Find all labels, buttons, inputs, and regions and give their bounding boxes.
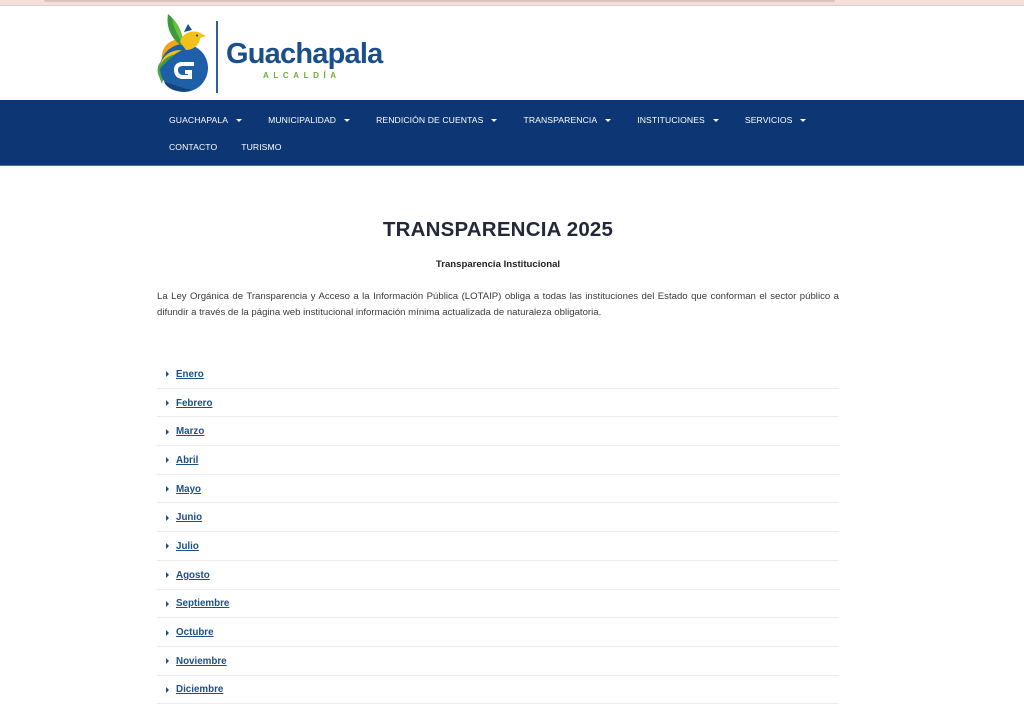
nav-item-label: GUACHAPALA xyxy=(169,115,229,125)
caret-right-icon xyxy=(166,400,169,406)
nav-item-label: CONTACTO xyxy=(169,142,218,152)
caret-right-icon xyxy=(166,630,169,636)
months-list xyxy=(157,360,839,704)
intro-paragraph: La Ley Orgánica de Transparencia y Acceso a la Información Pública (LOTAIP) obliga a todas las instituciones del Estado que conforman el sector público a difundir a través de la página web institucional información mínima actualizada de naturaleza obligatoria. xyxy=(157,291,839,318)
caret-right-icon xyxy=(166,486,169,492)
month-link-febrero[interactable]: Febrero xyxy=(176,397,213,409)
month-link-agosto[interactable]: Agosto xyxy=(176,569,210,581)
list-item-enero xyxy=(157,360,839,389)
caret-right-icon xyxy=(166,457,169,463)
caret-right-icon xyxy=(166,429,169,435)
nav-item-label: TRANSPARENCIA xyxy=(523,115,598,125)
nav-item-instituciones[interactable] xyxy=(623,107,731,133)
month-link-enero[interactable]: Enero xyxy=(176,368,204,380)
caret-down-icon xyxy=(713,119,719,122)
nav-item-label: MUNICIPALIDAD xyxy=(268,115,337,125)
month-link-noviembre[interactable]: Noviembre xyxy=(176,655,227,667)
logo-subtitle: ALCALDÍA xyxy=(263,71,341,80)
list-item-septiembre xyxy=(157,590,839,619)
list-item-junio xyxy=(157,503,839,532)
browser-address-bar-edge xyxy=(44,0,835,2)
nav-item-servicios[interactable] xyxy=(731,107,819,133)
list-item-diciembre xyxy=(157,676,839,705)
main-navigation xyxy=(0,100,1024,166)
caret-right-icon xyxy=(166,515,169,521)
site-header xyxy=(0,6,1024,100)
site-logo-link[interactable] xyxy=(156,12,383,98)
page-title: TRANSPARENCIA 2025 xyxy=(382,218,614,241)
nav-row-primary xyxy=(157,107,818,133)
nav-item-label: RENDICIÓN DE CUENTAS xyxy=(376,115,484,125)
list-item-noviembre xyxy=(157,647,839,676)
hummingbird-g-logo-icon xyxy=(156,12,212,92)
nav-item-municipalidad[interactable] xyxy=(254,107,362,133)
caret-down-icon xyxy=(344,119,350,122)
caret-down-icon xyxy=(605,119,611,122)
nav-item-label: TURISMO xyxy=(241,142,282,152)
nav-item-label: INSTITUCIONES xyxy=(637,115,705,125)
caret-down-icon xyxy=(236,119,242,122)
month-link-junio[interactable]: Junio xyxy=(176,512,203,524)
caret-right-icon xyxy=(166,601,169,607)
month-link-septiembre[interactable]: Septiembre xyxy=(176,598,230,610)
caret-right-icon xyxy=(166,658,169,664)
nav-item-guachapala[interactable] xyxy=(157,107,254,133)
nav-item-rendicion-de-cuentas[interactable] xyxy=(362,107,509,133)
nav-item-turismo[interactable] xyxy=(229,134,293,160)
page-subtitle: Transparencia Institucional xyxy=(435,259,561,270)
month-link-diciembre[interactable]: Diciembre xyxy=(176,684,224,696)
month-link-marzo[interactable]: Marzo xyxy=(176,426,205,438)
caret-down-icon xyxy=(800,119,806,122)
nav-row-secondary xyxy=(157,134,294,160)
list-item-mayo xyxy=(157,475,839,504)
list-item-julio xyxy=(157,532,839,561)
list-item-octubre xyxy=(157,618,839,647)
nav-item-contacto[interactable] xyxy=(157,134,229,160)
month-link-octubre[interactable]: Octubre xyxy=(176,627,214,639)
list-item-febrero xyxy=(157,389,839,418)
list-item-abril xyxy=(157,446,839,475)
month-link-abril[interactable]: Abril xyxy=(176,454,199,466)
nav-item-label: SERVICIOS xyxy=(744,115,793,125)
month-link-mayo[interactable]: Mayo xyxy=(176,483,202,495)
caret-down-icon xyxy=(491,119,497,122)
list-item-agosto xyxy=(157,561,839,590)
nav-item-transparencia[interactable] xyxy=(509,107,623,133)
logo-wordmark: Guachapala xyxy=(226,38,383,70)
caret-right-icon xyxy=(166,687,169,693)
caret-right-icon xyxy=(166,572,169,578)
caret-right-icon xyxy=(166,371,169,377)
list-item-marzo xyxy=(157,417,839,446)
month-link-julio[interactable]: Julio xyxy=(176,540,199,552)
caret-right-icon xyxy=(166,543,169,549)
logo-divider xyxy=(216,21,218,93)
